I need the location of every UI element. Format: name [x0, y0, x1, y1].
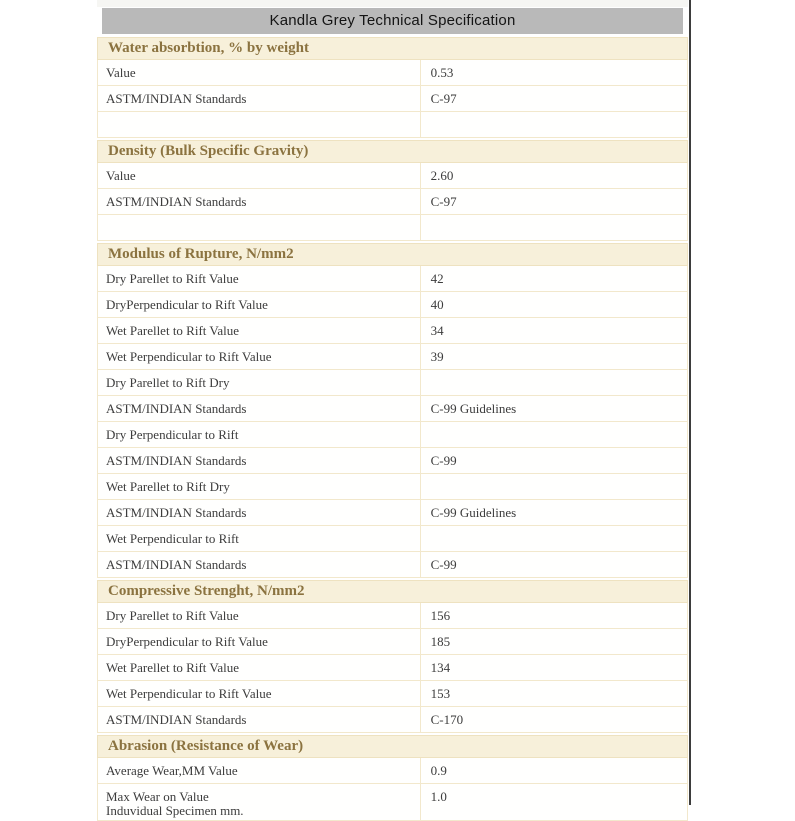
- row-value: 2.60: [420, 163, 687, 188]
- row-label-text: ASTM/INDIAN Standards: [106, 453, 247, 468]
- table-row: [97, 681, 688, 707]
- table-row: [97, 448, 688, 474]
- row-label: [98, 112, 420, 137]
- table-row: [97, 266, 688, 292]
- row-value: 42: [420, 266, 687, 291]
- row-label-text: Average Wear,MM Value: [106, 763, 238, 778]
- section-header: Water absorbtion, % by weight: [97, 37, 688, 60]
- row-label-text: Wet Perpendicular to Rift Value: [106, 686, 272, 701]
- row-label: [98, 655, 420, 680]
- table-row: [97, 784, 688, 821]
- row-value: 134: [420, 655, 687, 680]
- row-value: 153: [420, 681, 687, 706]
- row-label-text: ASTM/INDIAN Standards: [106, 557, 247, 572]
- row-label: [98, 60, 420, 85]
- row-label: [98, 318, 420, 343]
- row-label-text: ASTM/INDIAN Standards: [106, 401, 247, 416]
- row-value: 34: [420, 318, 687, 343]
- row-label: [98, 474, 420, 499]
- row-value: 156: [420, 603, 687, 628]
- row-label-text: Dry Perpendicular to Rift: [106, 427, 239, 442]
- row-value: C-97: [420, 189, 687, 214]
- spec-sheet: [97, 0, 688, 821]
- table-row: [97, 552, 688, 578]
- row-label: [98, 629, 420, 654]
- table-row: [97, 603, 688, 629]
- table-row: [97, 163, 688, 189]
- row-label: [98, 189, 420, 214]
- row-value: C-99: [420, 448, 687, 473]
- row-value: C-99 Guidelines: [420, 500, 687, 525]
- row-label-text: Wet Perpendicular to Rift Value: [106, 349, 272, 364]
- table-row: [97, 655, 688, 681]
- row-value: C-99: [420, 552, 687, 577]
- row-value: 0.53: [420, 60, 687, 85]
- row-label: [98, 552, 420, 577]
- table-row: [97, 86, 688, 112]
- row-label: [98, 603, 420, 628]
- section-header: Density (Bulk Specific Gravity): [97, 140, 688, 163]
- row-label-text: ASTM/INDIAN Standards: [106, 194, 247, 209]
- table-row: [97, 344, 688, 370]
- row-label: [98, 422, 420, 447]
- table-row: [97, 422, 688, 448]
- row-label: [98, 500, 420, 525]
- page-title: Kandla Grey Technical Specification: [102, 8, 683, 34]
- table-row: [97, 189, 688, 215]
- row-label-text: Max Wear on Value: [106, 789, 209, 804]
- table-row: [97, 500, 688, 526]
- row-label-text: Dry Parellet to Rift Value: [106, 271, 239, 286]
- section-header: Compressive Strenght, N/mm2: [97, 580, 688, 603]
- row-label: [98, 344, 420, 369]
- row-label-text-line2: Induvidual Specimen mm.: [106, 803, 244, 818]
- row-label-text: DryPerpendicular to Rift Value: [106, 634, 268, 649]
- row-label: [98, 758, 420, 783]
- table-row: [97, 474, 688, 500]
- row-value: [420, 370, 687, 395]
- row-label-text: Wet Parellet to Rift Dry: [106, 479, 230, 494]
- row-label-text: DryPerpendicular to Rift Value: [106, 297, 268, 312]
- row-value: [420, 112, 687, 137]
- row-label-text: ASTM/INDIAN Standards: [106, 91, 247, 106]
- table-row: [97, 292, 688, 318]
- table-row: [97, 526, 688, 552]
- row-label-text: Wet Perpendicular to Rift: [106, 531, 239, 546]
- row-value: [420, 422, 687, 447]
- row-value: C-170: [420, 707, 687, 732]
- row-label-text: Value: [106, 168, 136, 183]
- table-row: [97, 629, 688, 655]
- table-row: [97, 112, 688, 138]
- row-label: [98, 448, 420, 473]
- row-value: [420, 526, 687, 551]
- row-label: [98, 163, 420, 188]
- row-value: 39: [420, 344, 687, 369]
- row-value: C-97: [420, 86, 687, 111]
- row-label-text: ASTM/INDIAN Standards: [106, 505, 247, 520]
- table-row: [97, 370, 688, 396]
- row-value: 185: [420, 629, 687, 654]
- row-label-text: ASTM/INDIAN Standards: [106, 712, 247, 727]
- row-label: [98, 292, 420, 317]
- row-value: 0.9: [420, 758, 687, 783]
- row-label: [98, 526, 420, 551]
- table-row: [97, 396, 688, 422]
- row-label: [98, 266, 420, 291]
- row-label: [98, 784, 420, 820]
- row-label: [98, 707, 420, 732]
- row-label-text: Wet Parellet to Rift Value: [106, 660, 240, 675]
- section-header: Modulus of Rupture, N/mm2: [97, 243, 688, 266]
- row-label-text: Dry Parellet to Rift Value: [106, 608, 239, 623]
- table-row: [97, 707, 688, 733]
- page-edge-divider: [689, 0, 691, 805]
- row-value: C-99 Guidelines: [420, 396, 687, 421]
- table-row: [97, 318, 688, 344]
- row-label: [98, 86, 420, 111]
- row-value: 40: [420, 292, 687, 317]
- table-row: [97, 758, 688, 784]
- row-label: [98, 396, 420, 421]
- row-label: [98, 681, 420, 706]
- spec-table: [97, 37, 688, 821]
- row-label: [98, 215, 420, 240]
- row-value: 1.0: [420, 784, 687, 820]
- section-header: Abrasion (Resistance of Wear): [97, 735, 688, 758]
- row-value: [420, 474, 687, 499]
- row-label-text: Wet Parellet to Rift Value: [106, 323, 240, 338]
- table-row: [97, 60, 688, 86]
- row-label-text: Dry Parellet to Rift Dry: [106, 375, 230, 390]
- table-row: [97, 215, 688, 241]
- top-strip: [97, 0, 688, 7]
- row-label: [98, 370, 420, 395]
- row-value: [420, 215, 687, 240]
- row-label-text: Value: [106, 65, 136, 80]
